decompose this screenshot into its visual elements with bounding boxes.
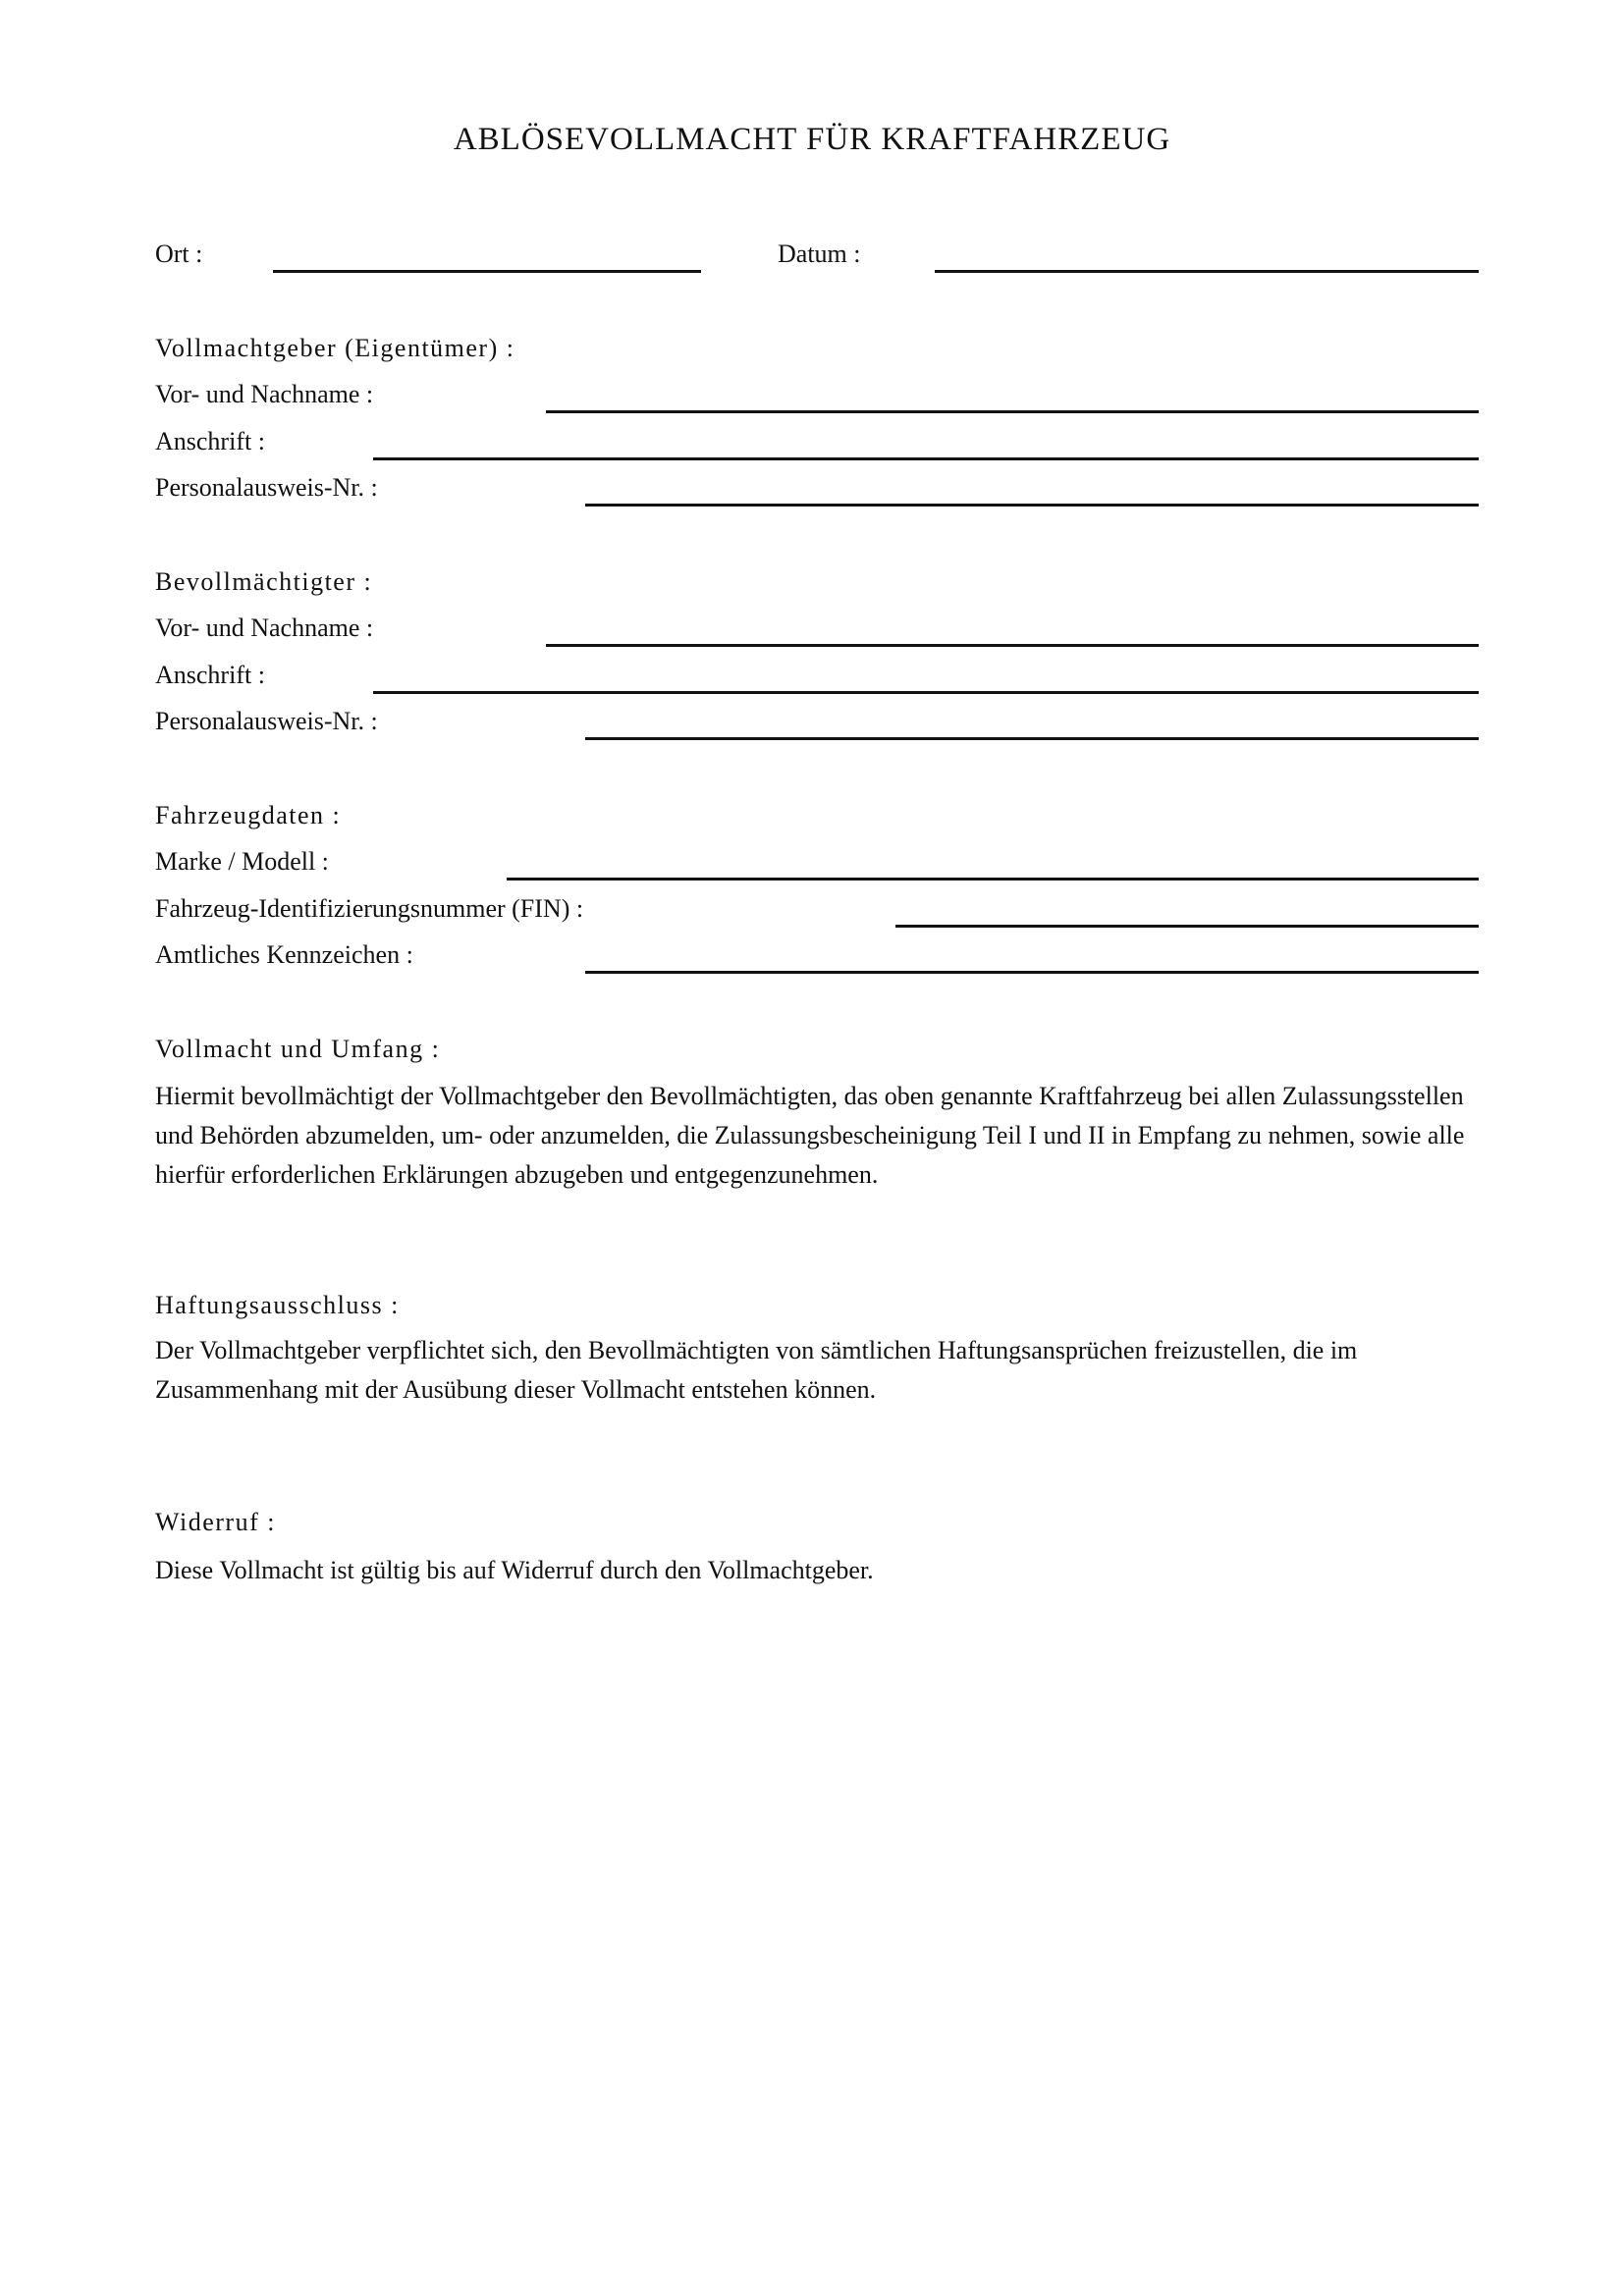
document-title: ABLÖSEVOLLMACHT FÜR KRAFTFAHRZEUG [453,122,1171,157]
datum-label: Datum : [778,240,861,268]
vollmachtgeber-name-line[interactable] [546,410,1479,413]
bevollmaechtigter-id-label: Personalausweis-Nr. : [155,707,378,735]
vollmachtgeber-id-line[interactable] [585,504,1479,507]
datum-field-line[interactable] [935,270,1479,273]
umfang-heading: Vollmacht und Umfang : [155,1035,441,1063]
umfang-paragraph: Hiermit bevollmächtigt der Vollmachtgeber den Bevollmächtigten, das oben genannte Kraftfahrzeug bei allen Zulassungsstellen und Behörden abzumelden, um- oder anzumelden, die Zulassungsbescheinigung Teil I und II in Empfang zu nehmen, sowie alle hierfür erforderlichen Erklärungen abzugeben und entgegenzunehmen. [155,1082,1465,1189]
ort-field-line[interactable] [273,270,701,273]
fahrzeug-fin-label: Fahrzeug-Identifizierungsnummer (FIN) : [155,894,584,923]
vollmachtgeber-name-label: Vor- und Nachname : [155,380,374,408]
fahrzeug-heading: Fahrzeugdaten : [155,801,342,829]
vollmachtgeber-address-line[interactable] [373,457,1479,460]
vollmachtgeber-heading: Vollmachtgeber (Eigentümer) : [155,334,515,362]
fahrzeug-model-line[interactable] [507,878,1479,881]
bevollmaechtigter-name-label: Vor- und Nachname : [155,614,374,642]
bevollmaechtigter-address-line[interactable] [373,691,1479,694]
fahrzeug-plate-line[interactable] [585,971,1479,974]
fahrzeug-plate-label: Amtliches Kennzeichen : [155,940,413,969]
haftung-paragraph: Der Vollmachtgeber verpflichtet sich, den Bevollmächtigten von sämtlichen Haftungsansprüchen freizustellen, die im Zusammenhang mit der Ausübung dieser Vollmacht entstehen können. [155,1336,1358,1404]
widerruf-heading: Widerruf : [155,1508,276,1536]
bevollmaechtigter-address-label: Anschrift : [155,661,265,689]
fahrzeug-model-label: Marke / Modell : [155,847,329,876]
widerruf-paragraph: Diese Vollmacht ist gültig bis auf Widerruf durch den Vollmachtgeber. [155,1556,874,1584]
bevollmaechtigter-name-line[interactable] [546,644,1479,647]
ort-label: Ort : [155,240,203,268]
bevollmaechtigter-heading: Bevollmächtigter : [155,567,373,596]
fahrzeug-fin-line[interactable] [895,925,1479,928]
vollmachtgeber-address-label: Anschrift : [155,427,265,455]
bevollmaechtigter-id-line[interactable] [585,737,1479,740]
haftung-heading: Haftungsausschluss : [155,1291,400,1319]
vollmachtgeber-id-label: Personalausweis-Nr. : [155,473,378,502]
